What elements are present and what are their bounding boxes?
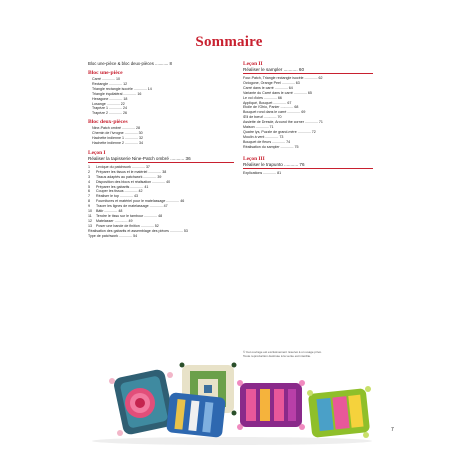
entry-text: Bâtir ............. 48	[96, 209, 123, 214]
toc-entry[interactable]: Triangle équilatéral ............. 16	[92, 91, 142, 96]
toc-entry[interactable]: Four-Patch, Triangle rectangle isocèle ............. 62	[243, 76, 323, 80]
entry-number: 1	[88, 164, 90, 169]
lecon-3-list	[243, 171, 373, 176]
page-title: Sommaire	[195, 34, 263, 50]
toc-entry[interactable]: Hexagone ............. 18	[92, 96, 128, 101]
toc-right-column	[243, 61, 373, 176]
bloc-une-piece-list	[88, 77, 234, 116]
entry-text: Tissus adaptés au patchwork ............. 39	[96, 174, 162, 179]
entry-text: Préparer les gabarits ............. 41	[96, 184, 149, 189]
copyright-line: © Cet ouvrage est exclusivement réservé à un usage privé.	[243, 350, 322, 354]
toc-left-column	[88, 61, 234, 238]
page-number: 7	[391, 427, 394, 433]
copyright-line: Toute reproduction destinée à la vente est interdite.	[243, 353, 312, 358]
entry-number: 12	[88, 218, 92, 223]
lecon-1-list	[88, 165, 234, 239]
entry-text: Réaliser le top ............. 43	[96, 194, 138, 199]
lecon-3-heading: Leçon III	[243, 155, 265, 162]
lecon-2-heading: Leçon II	[243, 61, 263, 67]
toc-entry[interactable]: Hachette indienne 1 ............. 32	[92, 136, 143, 141]
toc-entry[interactable]: Hachette indienne 2 ............. 34	[92, 140, 143, 145]
toc-entry[interactable]: Trapèze 2 ............. 26	[92, 111, 128, 116]
entry-text: Lexique du patchwork ............. 37	[96, 164, 150, 169]
entry-number: 4	[88, 179, 90, 184]
lecon-3-subtitle[interactable]: Réaliser le trapunto ........... 76	[243, 162, 373, 169]
toc-entry[interactable]: Type de patchwork ............. 54	[88, 233, 138, 238]
toc-entry[interactable]: Réalisation du sampler ............. 75	[243, 144, 299, 149]
section-heading-bloc-une-piece: Bloc une-pièce	[88, 70, 123, 76]
entry-text: Tendre le tissu sur le tambour ............. 48	[96, 213, 163, 218]
lecon-1-heading: Leçon I	[88, 149, 106, 156]
toc-entry[interactable]: Nine-Patch ombré ............. 28	[92, 126, 140, 131]
entry-number: 9	[88, 204, 90, 209]
toc-entry[interactable]: Explications ............. 81	[243, 170, 282, 175]
entry-text: Préparer les tissus et le matériel ............. 38	[96, 169, 167, 174]
toc-entry[interactable]: Losange ............. 22	[92, 101, 125, 106]
toc-entry[interactable]: Rectangle ............. 12	[92, 81, 128, 86]
pincushion-blue	[166, 392, 226, 438]
bloc-deux-pieces-list	[88, 126, 234, 146]
toc-entry[interactable]: Bouquet de fleurs ............. 74	[243, 139, 291, 144]
entry-number: 13	[88, 223, 92, 228]
toc-entry[interactable]: Œil de bœuf ............. 70	[243, 115, 282, 120]
toc-entry[interactable]: Réalisation des gabarits et assemblage des pièces ............. 53	[88, 228, 188, 233]
entry-number: 10	[88, 209, 92, 214]
entry-number: 5	[88, 184, 90, 189]
section-heading-bloc-deux-pieces: Bloc deux-pièces	[88, 119, 128, 126]
toc-entry[interactable]: Etoile de l'Ohio, Panier ............. 68	[243, 105, 299, 110]
entry-number: 6	[88, 189, 90, 194]
pincushions-photo	[90, 355, 375, 445]
entry-number: 7	[88, 194, 90, 199]
toc-entry[interactable]: Carré ............. 10	[92, 77, 120, 81]
toc-entry[interactable]: Chemin de l'ivrogne ............. 30	[92, 131, 143, 136]
entry-text: Poser une bande de finition ............. 52	[96, 223, 159, 228]
entry-number: 11	[88, 213, 92, 218]
entry-text: Tracer les lignes de matelassage ............. 47	[96, 204, 168, 209]
toc-intro[interactable]: Bloc une-pièce & bloc deux-pièces ........... 8	[88, 61, 172, 66]
entry-number: 8	[88, 199, 90, 204]
pincushion-lime	[307, 386, 371, 438]
toc-entry[interactable]: Le vol d'oies ............. 66	[243, 95, 282, 100]
toc-entry[interactable]: Trapèze 1 ............. 24	[92, 106, 128, 111]
toc-entry[interactable]: Bouquet rond dans le carré ............. 69	[243, 110, 306, 115]
toc-entry[interactable]: Triangle rectangle isocèle ............. 14	[92, 86, 152, 91]
toc-entry[interactable]: Octogone, Orange Peel ............. 63	[243, 80, 300, 85]
toc-entry[interactable]: Moulin à vent ............. 73	[243, 134, 284, 139]
lecon-2-subtitle[interactable]: Réaliser le sampler ........... 60	[243, 67, 373, 74]
entry-text: Matelasser ............. 49	[96, 218, 133, 223]
toc-entry[interactable]: Variante du Carré dans le carré ............. 65	[243, 90, 312, 95]
toc-entry[interactable]: Quatre lys, Puzzle de grand-mère ............. 72	[243, 129, 316, 134]
pincushion-pink	[237, 380, 305, 430]
toc-entry[interactable]: Appliqué, Bouquet ............. 67	[243, 100, 292, 105]
toc-entry[interactable]: Maison ............. 71	[243, 125, 274, 130]
entry-text: Couper les tissus ............. 42	[96, 189, 143, 194]
entry-number: 3	[88, 174, 90, 179]
entry-number: 2	[88, 169, 90, 174]
lecon-2-list	[243, 76, 373, 150]
toc-entry[interactable]: Carré dans le carré ............. 64	[243, 85, 293, 90]
toc-entry[interactable]: Assiette de Dresde, Around the corner ............. 71	[243, 120, 323, 125]
lecon-1-subtitle[interactable]: Réaliser la tapisserie Nine-Patch ombré ........... 36	[88, 156, 234, 163]
entry-text: Fournitures et matériel pour le matelassage ............. 46	[96, 199, 185, 204]
entry-text: Disposition des blocs et réalisation ............. 40	[96, 179, 171, 184]
